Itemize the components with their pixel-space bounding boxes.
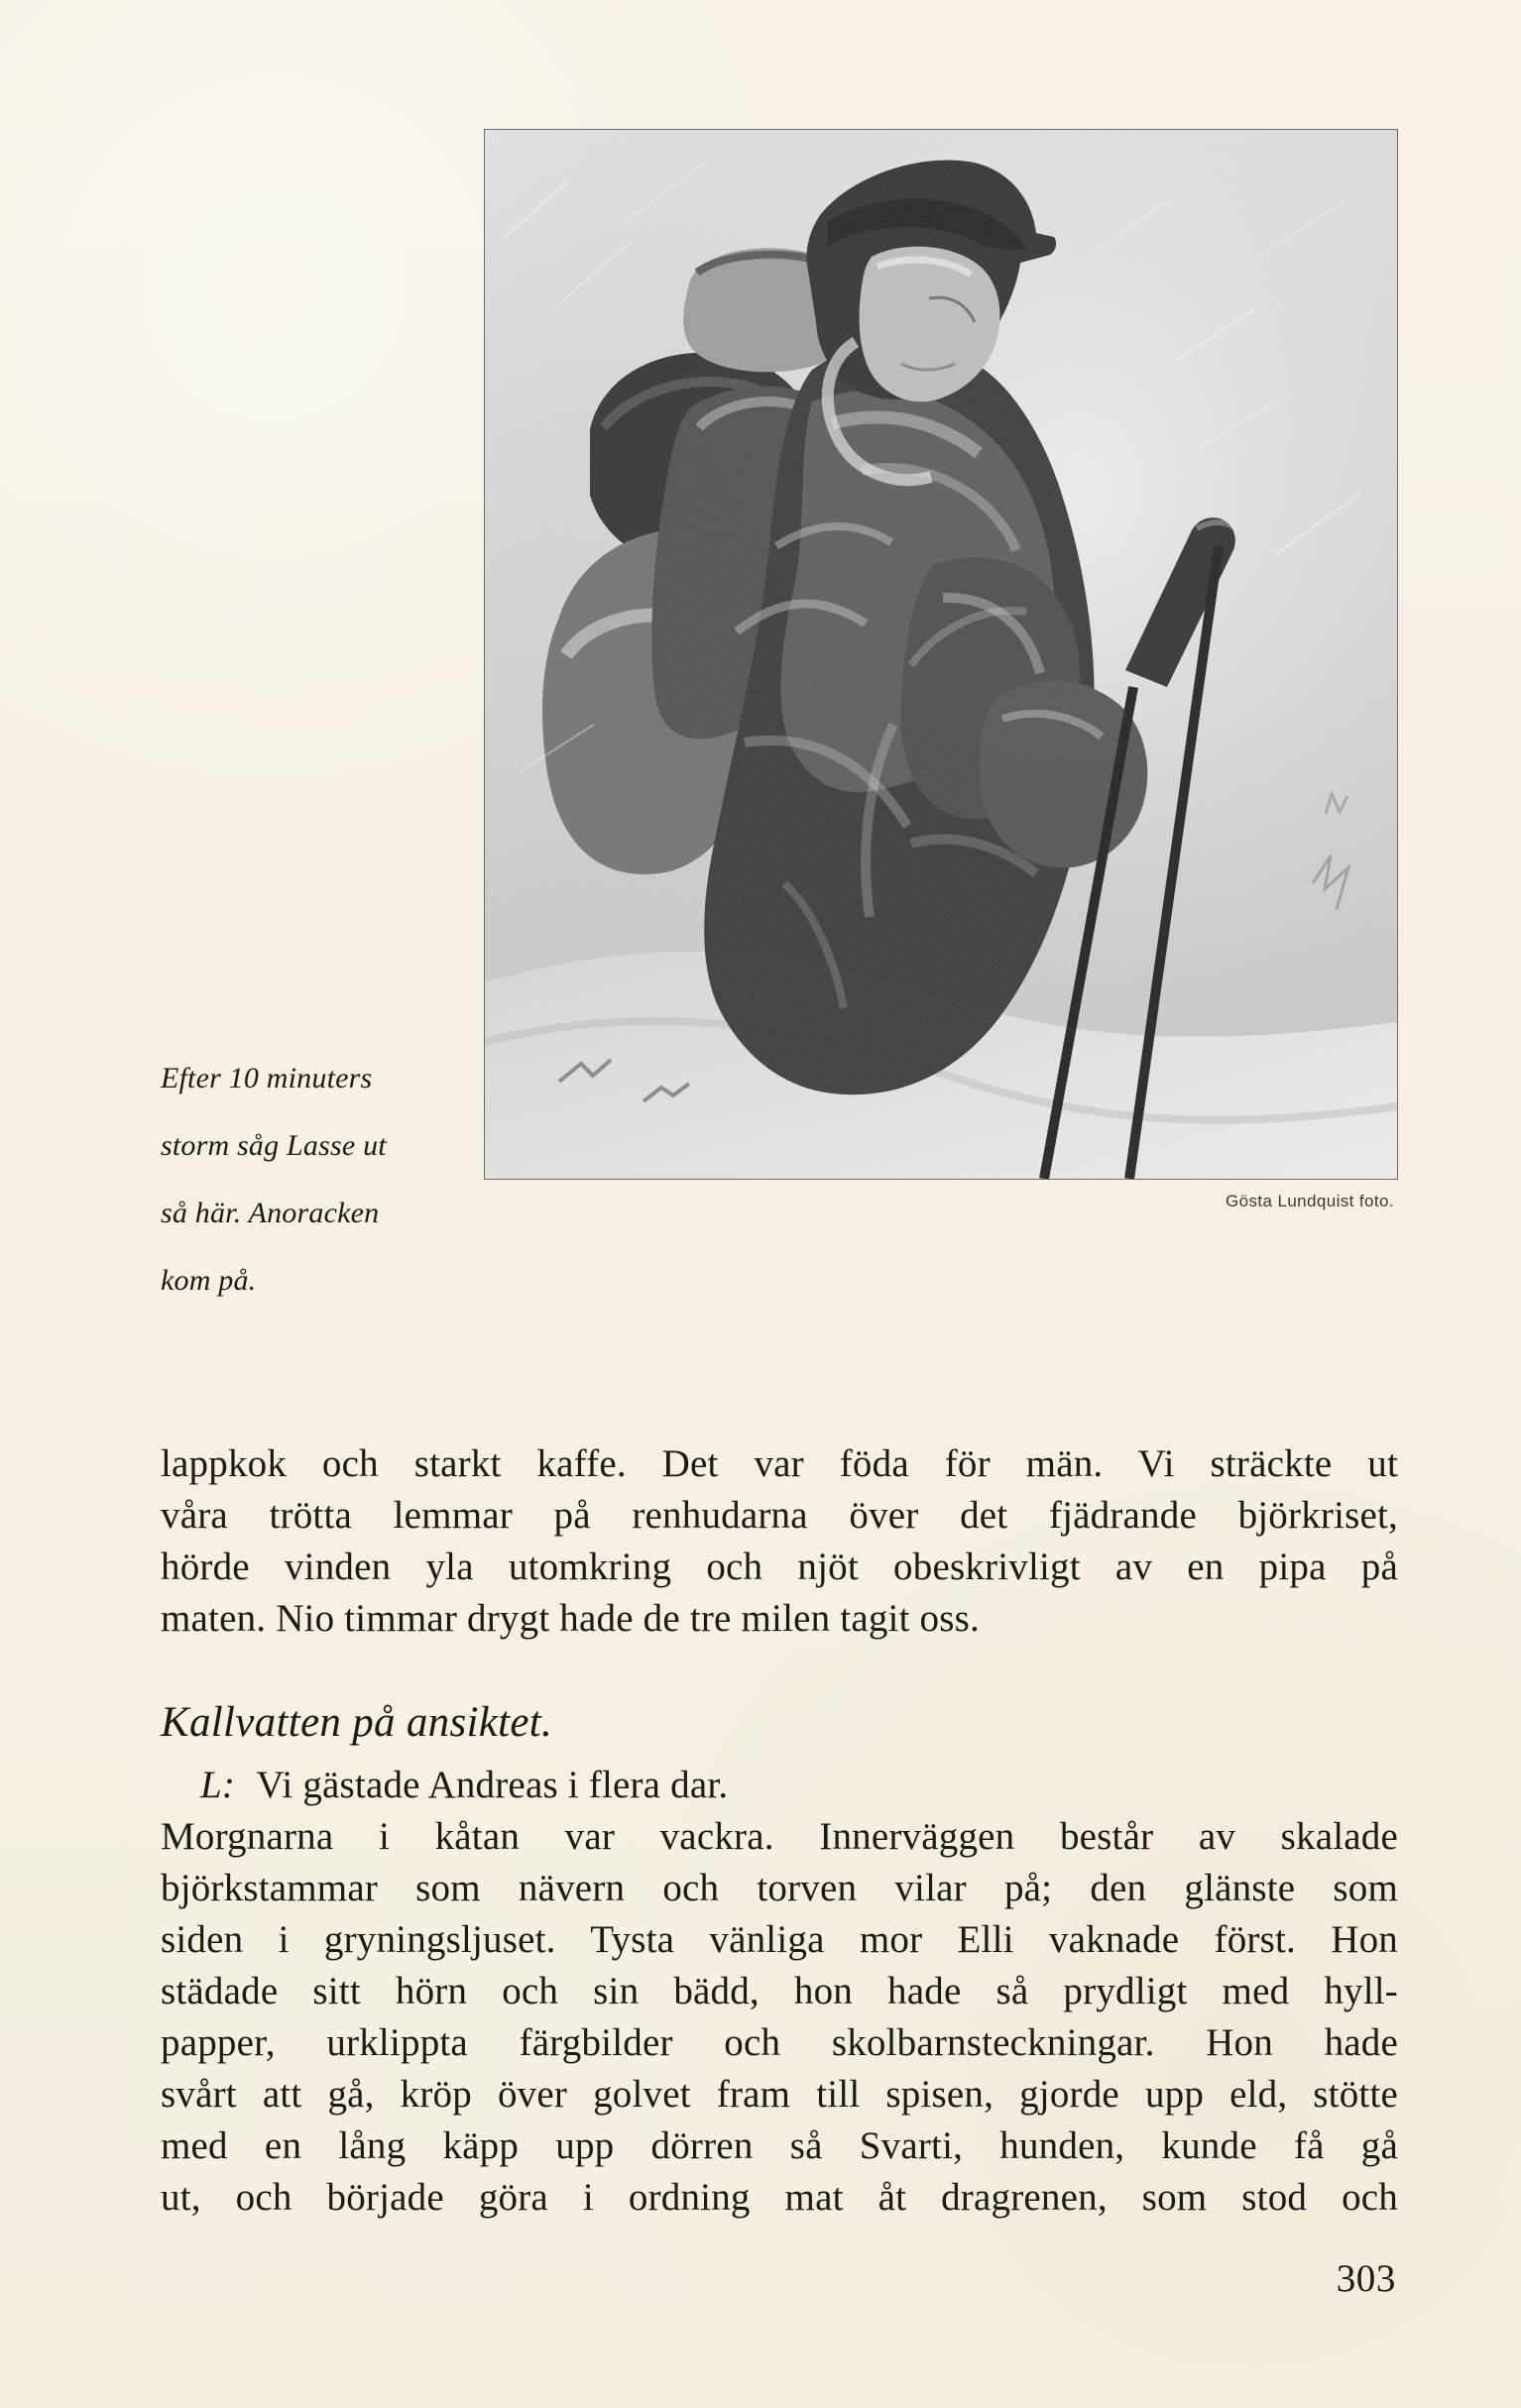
speaker-label: L: [200,1764,236,1806]
intro-text: Vi gästade Andreas i flera dar. [256,1764,729,1806]
paragraph-top-line-4: maten. Nio timmar drygt hade de tre milen tagit oss. [161,1597,980,1640]
section-heading: Kallvatten på ansiktet. [161,1699,553,1746]
photograph [484,129,1398,1180]
paragraph-main-line-4: städade sitt hörn och sin bädd, hon hade så prydligt med hyll- [161,1970,1398,2012]
intro-line [200,1760,728,1811]
photo-credit: Gösta Lundquist foto. [1225,1192,1394,1210]
caption-line-1: Efter 10 minuters [161,1062,373,1094]
paragraph-main [161,1811,1398,2224]
photo-caption [161,1028,438,1331]
paragraph-main-line-1: Morgnarna i kåtan var vackra. Innerväggen består av skalade [161,1815,1398,1858]
caption-line-2: storm såg Lasse ut [161,1129,387,1162]
caption-line-3: så här. Anoracken [161,1197,380,1229]
paragraph-top-line-2: våra trötta lemmar på renhudarna över det fjädrande björkriset, [161,1494,1398,1537]
paragraph-top [161,1438,1398,1645]
paragraph-main-line-7: med en lång käpp upp dörren så Svarti, hunden, kunde få gå [161,2124,1398,2167]
photograph-image [485,130,1397,1179]
paragraph-top-line-3: hörde vinden yla utomkring och njöt obeskrivligt av en pipa på [161,1546,1398,1588]
paragraph-main-line-3: siden i gryningsljuset. Tysta vänliga mor Elli vaknade först. Hon [161,1918,1398,1961]
paragraph-main-line-5: papper, urklippta färgbilder och skolbarnsteckningar. Hon hade [161,2021,1398,2064]
caption-line-4: kom på. [161,1264,257,1297]
paragraph-main-line-2: björkstammar som nävern och torven vilar på; den glänste som [161,1867,1398,1909]
paragraph-top-line-1: lappkok och starkt kaffe. Det var föda för män. Vi sträckte ut [161,1442,1398,1485]
page-number: 303 [1336,2257,1396,2300]
paragraph-main-line-8: ut, och började göra i ordning mat åt dragrenen, som stod och [161,2176,1398,2219]
paragraph-main-line-6: svårt att gå, kröp över golvet fram till spisen, gjorde upp eld, stötte [161,2073,1398,2116]
